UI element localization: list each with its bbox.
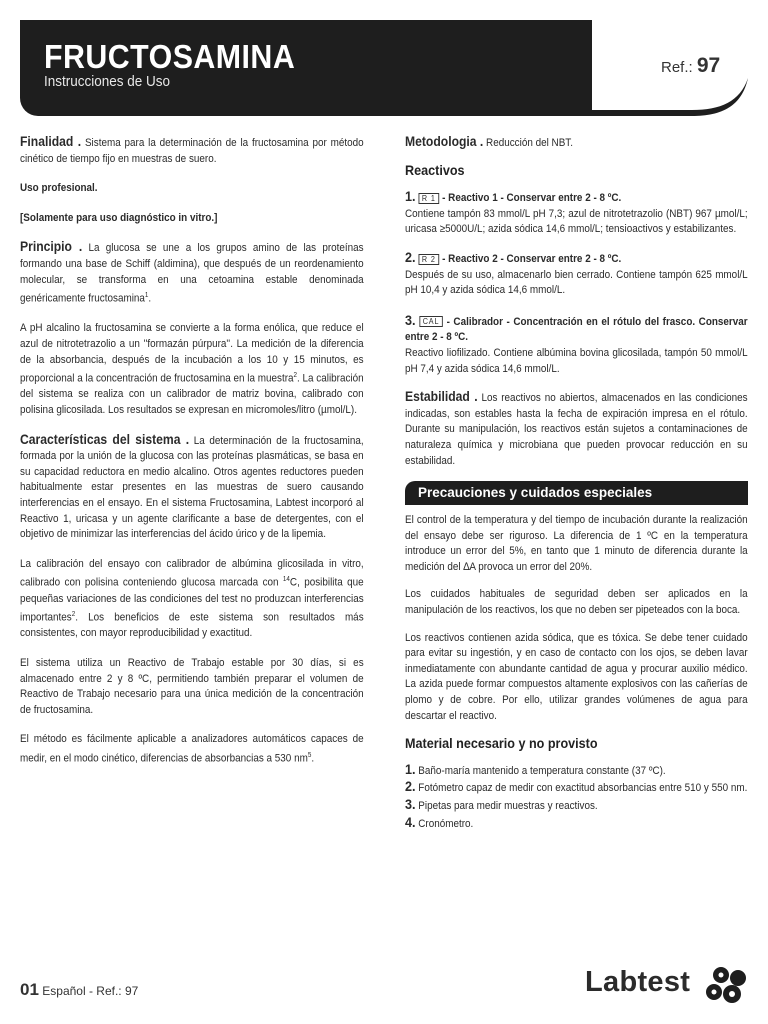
material-item: 1. Baño-maría mantenido a temperatura constante (37 ºC). xyxy=(405,760,666,777)
material-item: 2. Fotómetro capaz de medir con exactitud absorbancias entre 510 y 550 nm. xyxy=(405,778,748,795)
estabilidad-paragraph: Estabilidad . Los reactivos no abiertos, almacenados en las condiciones indicadas, son estables hasta la fecha de expiración impresa en el rótulo. Durante su manipulación, los reactivos están sujetos a contaminaciones de naturaleza química y microbiana que pueden provocar reducción en su estabilidad. xyxy=(405,389,748,467)
principio-paragraph: Principio . La glucosa se une a los grupos amino de las proteínas formando una base de Schiff (aldimina), que después de un reordenamiento molecular, se transforma en una cetoamina estable denominada genéricamente fructosamina$^1$. xyxy=(20,239,364,305)
right-column xyxy=(405,134,748,832)
principio-paragraph-2: A pH alcalino la fructosamina se convierte a la forma enólica, que reduce el azul de nitrotetrazolio a un ''formazán púrpura''. La medición de la diferencia de la absorbancia, después de la incubación a los 10 y 15 minutos, es proporcional a la concentración de fructosamina en la muestra$^2$. La calibración del sistema se realiza con un calibrador de matriz bovina, calibrado con polisina glicosilada. Los resultados se expresan en micromoles/litro (µmol/L). xyxy=(20,322,364,417)
material-item: 4. Cronómetro. xyxy=(405,813,474,830)
material-item: 3. Pipetas para medir muestras y reactivos. xyxy=(405,796,598,812)
precauciones-banner: Precauciones y cuidados especiales xyxy=(405,481,748,505)
reactivo-2-header: 2. R 2 - Reactivo 2 - Conservar entre 2 - 8 ºC. xyxy=(405,248,622,265)
reactivo-2-text: Después de su uso, almacenarlo bien cerrado. Contiene tampón 625 mmol/L pH 10,4 y azida sódica 14,6 mmol/L. xyxy=(405,268,748,297)
precauciones-paragraph-2: Los cuidados habituales de seguridad deben ser aplicados en la manipulación de los reactivos, los que no deben ser pipeteados con la boca. xyxy=(405,588,748,617)
ref-label: Ref.: xyxy=(661,59,693,76)
cal-tag: CAL xyxy=(419,316,443,327)
document-title: FRUCTOSAMINA xyxy=(44,38,296,75)
precauciones-paragraph-3: Los reactivos contienen azida sódica, que es tóxica. Se debe tener cuidado para evitar su ingestión, y en caso de contacto con los ojos, se deben lavar inmediatamente con abundante cantidad de agua y procurar auxilio médico. La azida puede formar compuestos altamente explosivos con las cañerías de plomo y de cobre. Por ello, utilizar grandes volúmenes de agua para descartar el reactivo. xyxy=(405,631,748,722)
left-column xyxy=(20,134,364,767)
caracteristicas-title: Características del sistema . xyxy=(20,431,190,447)
calibracion-paragraph: La calibración del ensayo con calibrador de albúmina glicosilada in vitro, calibrado con polisina conteniendo glucosa marcada con $^{14}$C, posibilita que pequeñas variaciones de las condiciones del test no produzcan interferencias importantes$^2$. Los beneficios de este sistema son resultados más consistentes, con mayor reproducibilidad y exactitud. xyxy=(20,557,364,640)
estabilidad-title: Estabilidad . xyxy=(405,389,478,405)
metodologia-paragraph: Metodologia . Reducción del NBT. xyxy=(405,134,574,149)
principio-title: Principio . xyxy=(20,239,83,255)
reactivos-heading: Reactivos xyxy=(405,161,465,178)
calibrador-text: Reactivo liofilizado. Contiene albúmina bovina glicosilada, tampón 50 mmol/L pH 7,4 y azida sódica 14,6 mmol/L. xyxy=(405,346,748,375)
metodologia-title: Metodologia . xyxy=(405,134,484,149)
ref-number: 97 xyxy=(696,54,721,77)
title-banner xyxy=(20,20,592,116)
footer-label: Español - Ref.: 97 xyxy=(42,984,139,998)
sistema-paragraph: El sistema utiliza un Reactivo de Trabajo estable por 30 días, si es almacenado entre 2 y 8 ºC, permitiendo también preparar el volumen de Reactivo de Trabajo necesario para una única medición de la concentración de fructosamina. xyxy=(20,657,364,716)
r1-tag: R 1 xyxy=(418,193,439,204)
calibrador-header: 3. CAL - Calibrador - Concentración en el rótulo del frasco. Conservar entre 2 - 8 ºC. xyxy=(405,311,748,344)
reference xyxy=(661,54,720,78)
precauciones-paragraph-1: El control de la temperatura y del tiempo de incubación durante la realización del ensayo debe ser riguroso. La diferencia de 1 ºC en la temperatura introduce un error del 5%, en tanto que 1 minuto de diferencia durante la medición del ∆A provoca un error del 20%. xyxy=(405,514,748,573)
page-footer xyxy=(20,980,138,1000)
metodo-paragraph: El método es fácilmente aplicable a analizadores automáticos capaces de medir, en el modo cinético, diferencias de absorbancias a 530 $nm^5$. xyxy=(20,733,364,765)
reactivo-1-header: 1. R 1 - Reactivo 1 - Conservar entre 2 - 8 ºC. xyxy=(405,188,622,205)
reactivo-1-text: Contiene tampón 83 mmol/L pH 7,3; azul de nitrotetrazolio (NBT) 967 µmol/L; uricasa ≥5000U/L; azida sódica 14,6 mmol/L; tensioactivos y estabilizantes. xyxy=(405,207,748,236)
caracteristicas-paragraph: Características del sistema . La determinación de la fructosamina, formada por la unión de la glucosa con las proteínas plasmáticas, se basa en su capacidad reductora en medio alcalino. Otros agentes reductores pueden habitualmente estar presentes en las muestras de suero causando interferencias en el ensayo. En el sistema Fructosamina, Labtest incorporó al Reactivo 1, uricasa y un agente clarificante a base de detergentes, con el objetivo de minimizar las interferencias del ácido úrico y de la lipemia. xyxy=(20,431,364,541)
page-number: 01 xyxy=(20,980,39,999)
uso-profesional: Uso profesional. xyxy=(20,182,98,195)
finalidad-title: Finalidad . xyxy=(20,134,82,149)
document-subtitle: Instrucciones de Uso xyxy=(44,73,171,90)
solamente-in-vitro: [Solamente para uso diagnóstico in vitro.] xyxy=(20,211,218,224)
material-heading: Material necesario y no provisto xyxy=(405,735,598,752)
labtest-logo-icon xyxy=(704,966,750,1006)
labtest-logo: Labtest xyxy=(585,966,691,998)
r2-tag: R 2 xyxy=(418,254,439,265)
finalidad-paragraph: Finalidad . Sistema para la determinación de la fructosamina por método cinético de tiempo fijo en muestras de suero. xyxy=(20,134,364,165)
